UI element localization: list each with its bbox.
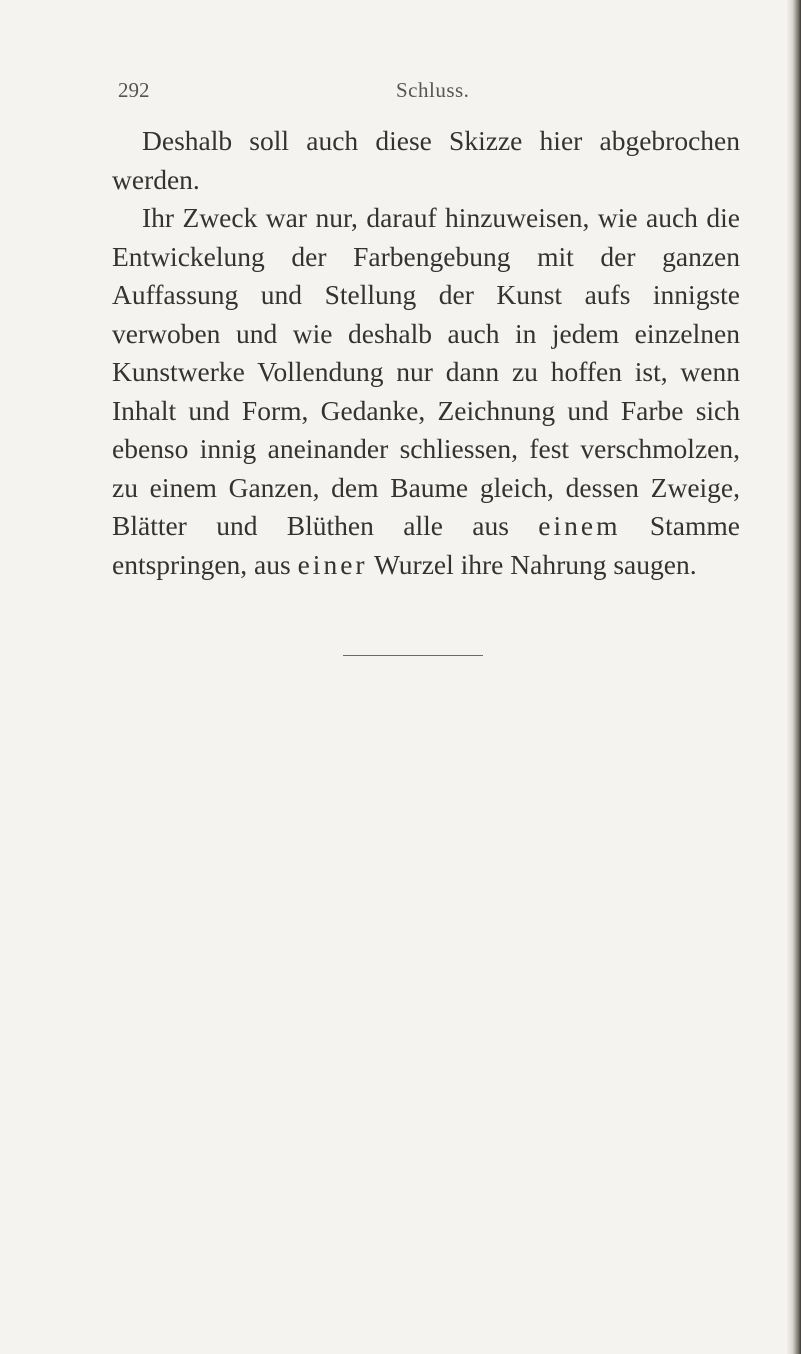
running-title: Schluss.: [396, 78, 470, 102]
paragraph-2: [112, 199, 740, 584]
body-text: [112, 122, 740, 584]
end-rule: [343, 655, 483, 656]
page-header: [118, 78, 738, 108]
spaced-emphasis-einer: einer: [297, 548, 368, 580]
page-number: 292: [118, 78, 150, 102]
page-edge-shadow: [787, 0, 801, 1354]
spaced-emphasis-einem: einem: [538, 510, 621, 541]
paragraph-2-text-part-3: Wurzel ihre Nahrung saugen.: [367, 548, 697, 580]
paragraph-2-text-part-2: Stamme entspringen, aus: [112, 510, 740, 580]
paragraph-2-text-part-1: Ihr Zweck war nur, darauf hinzuweisen, wie auch die Entwickelung der Farbengebung mit der ganzen Auffassung und Stellung der Kunst aufs innigste verwoben und wie deshalb auch in jedem einzelnen Kunstwerke Vollendung nur dann zu hoffen ist, wenn Inhalt und Form, Gedanke, Zeichnung und Farbe sich ebenso innig aneinander schliessen, fest verschmolzen, zu einem Ganzen, dem Baume gleich, dessen Zweige, Blätter und Blüthen alle aus: [112, 202, 740, 541]
paragraph-1: Deshalb soll auch diese Skizze hier abgebrochen werden.: [112, 125, 740, 195]
